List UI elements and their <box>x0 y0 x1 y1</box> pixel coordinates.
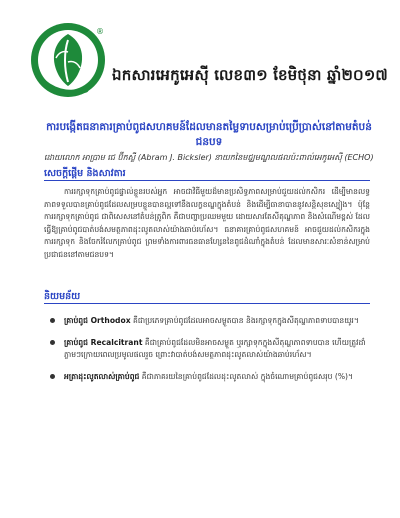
section-divider <box>44 303 370 304</box>
definitions-list <box>44 306 374 383</box>
definition-text: គឺជាប្រភេទគ្រាប់ពូជដែលអាចសម្ងួតបាន និងរក្សាទុកក្នុងសីតុណ្ហភាពទាបបានយូរ។ <box>133 316 359 325</box>
bullet-icon <box>50 318 55 323</box>
bullet-icon <box>50 340 55 345</box>
definition-term: គ្រាប់ពូជ Recalcitrant <box>64 337 143 347</box>
definition-term: អត្រាដុះលូតលាស់គ្រាប់ពូជ <box>64 371 140 381</box>
document-title: ការបង្កើតធនាគារគ្រាប់ពូជសហគមន៍ដែលមានតម្លៃទាបសម្រាប់ប្រើប្រាស់នៅតាមតំបន់ជនបទ <box>46 121 372 148</box>
bullet-icon <box>50 374 55 379</box>
intro-paragraph <box>44 186 370 262</box>
section-heading-intro: សេចក្តីផ្តើម និងសាវតារ <box>44 168 126 179</box>
section-divider <box>44 180 370 181</box>
definition-term: គ្រាប់ពូជ Orthodox <box>64 316 131 325</box>
intro-paragraph-text: ការរក្សាទុកគ្រាប់ពូជផ្ទាល់ខ្លួនរបស់អ្នក អាចជាវិធីមួយដ៏មានប្រសិទ្ធភាពសម្រាប់ជួយដល់កសិករ ដើម្បីមានលទ្ធភាពទទួលបានគ្រាប់ពូជដែលសម្របខ្លួនបានល្អទៅនឹងលក្ខខណ្ឌក្នុងតំបន់ និងដើម្បីធានាបាននូវសន្តិសុខស្បៀង។ ប៉ុន្តែការរក្សាទុកគ្រាប់ពូជ ជាពិសេសនៅតំបន់ត្រូពិក គឺជាបញ្ហាប្រឈមមួយ ដោយសារតែសីតុណ្ហភាព និងសំណើមខ្ពស់ ដែលធ្វើឱ្យគ្រាប់ពូជបាត់បង់សមត្ថភាពដុះលូតលាស់យ៉ាងឆាប់រហ័ស។ ធនាគារគ្រាប់ពូជសហគមន៍ អាចជួយដល់កសិករក្នុងការរក្សាទុក និងចែករំលែកគ្រាប់ពូជ ព្រមទាំងការពារធនធានហ្សែននៃពូជដំណាំក្នុងតំបន់ ដែលមានសារៈសំខាន់សម្រាប់ប្រជាជននៅតាមជនបទ។ <box>44 187 370 259</box>
echo-leaf-logo-icon <box>28 20 108 100</box>
definition-text: គឺជាគ្រាប់ពូជដែលមិនអាចសម្ងួត ឬរក្សាទុកក្នុងសីតុណ្ហភាពទាបបាន ហើយត្រូវដាំភ្លាមៗក្រោយពេលប្រមូលផលរួច ព្រោះវាបាត់បង់សមត្ថភាពដុះលូតលាស់យ៉ាងឆាប់រហ័ស។ <box>64 337 366 360</box>
document-author: ដោយលោក អាប្រាម ជេ ប៊ីកស្លឺ (Abram J. Bicksler) នាយកនៃមជ្ឈមណ្ឌលផលប៉ះពាល់អេកូអេស៊ី (ECHO) <box>44 153 374 162</box>
definition-item <box>44 315 374 328</box>
registered-mark: ® <box>96 27 104 36</box>
definition-text: គឺជាភាគរយនៃគ្រាប់ពូជដែលដុះលូតលាស់ ក្នុងចំណោមគ្រាប់ពូជសរុប (%)។ <box>141 371 354 381</box>
section-heading-definitions: និយមន័យ <box>44 291 81 302</box>
definition-item <box>44 337 374 362</box>
document-header-title: ឯកសារអេកូអេស៊ី លេខ៣១ ខែមិថុនា ឆ្នាំ២០១៧ <box>112 66 388 84</box>
definition-item <box>44 371 374 384</box>
